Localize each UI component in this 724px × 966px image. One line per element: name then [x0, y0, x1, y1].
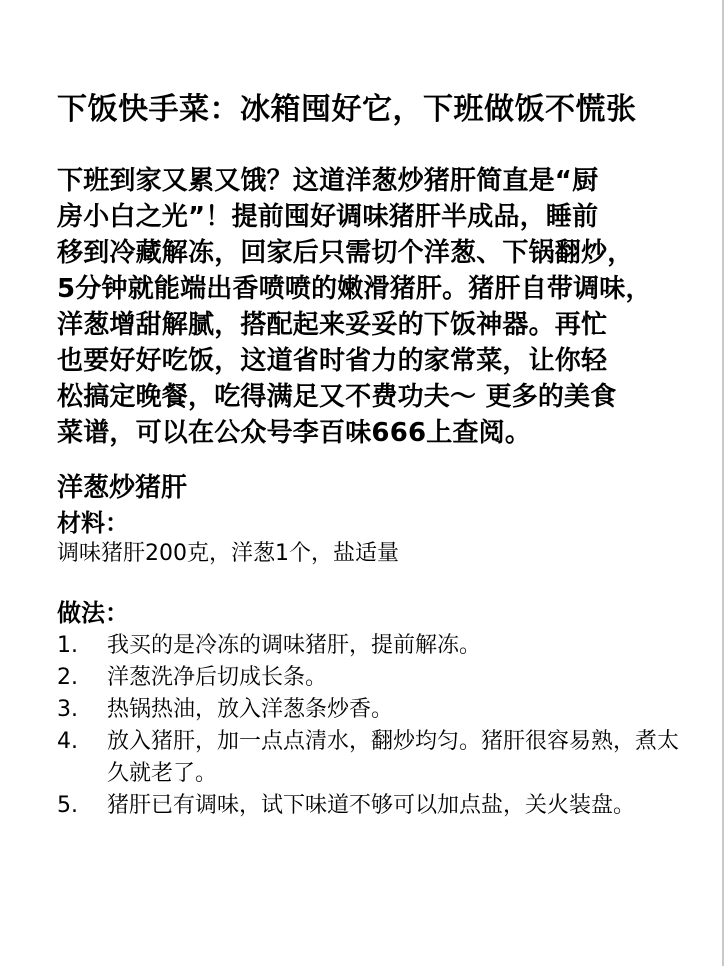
steps-list [57, 630, 697, 822]
step-item [57, 790, 697, 822]
step-text: 热锅热油，放入洋葱条炒香。 [107, 697, 394, 722]
steps-heading: 做法： [57, 599, 129, 627]
step-item [57, 630, 697, 662]
step-item [57, 662, 697, 694]
intro-line: 5分钟就能端出香喷喷的嫩滑猪肝。猪肝自带调味， [57, 274, 652, 304]
materials-heading: 材料： [57, 509, 129, 537]
intro-paragraph [57, 163, 689, 451]
step-number: 1. [57, 633, 78, 658]
step-text: 洋葱洗净后切成长条。 [107, 665, 328, 690]
step-number: 4. [57, 729, 78, 754]
page-title: 下饭快手菜：冰箱囤好它，下班做饭不慌张 [57, 92, 637, 127]
step-number: 2. [57, 665, 78, 690]
step-text: 我买的是冷冻的调味猪肝，提前解冻。 [107, 633, 482, 658]
intro-line: 下班到家又累又饿？这道洋葱炒猪肝简直是“厨 [57, 166, 599, 196]
step-item [57, 726, 697, 790]
step-item [57, 694, 697, 726]
intro-line: 房小白之光”！提前囤好调味猪肝半成品，睡前 [57, 202, 599, 232]
step-number: 5. [57, 793, 78, 818]
step-text: 猪肝已有调味，试下味道不够可以加点盐，关火装盘。 [107, 793, 636, 818]
step-number: 3. [57, 697, 78, 722]
step-text: 放入猪肝，加一点点清水，翻炒均匀。猪肝很容易熟，煮太久就老了。 [107, 729, 680, 786]
materials-list: 调味猪肝200克，洋葱1个，盐适量 [57, 541, 399, 566]
intro-line: 也要好好吃饭，这道省时省力的家常菜，让你轻 [57, 346, 608, 376]
recipe-name: 洋葱炒猪肝 [57, 473, 188, 503]
intro-line: 洋葱增甜解腻，搭配起来妥妥的下饭神器。再忙 [57, 310, 608, 340]
intro-line: 菜谱，可以在公众号李百味666上查阅。 [57, 418, 532, 448]
intro-line: 松搞定晚餐，吃得满足又不费功夫～ 更多的美食 [57, 382, 617, 412]
intro-line: 移到冷藏解冻，回家后只需切个洋葱、下锅翻炒， [57, 238, 634, 268]
